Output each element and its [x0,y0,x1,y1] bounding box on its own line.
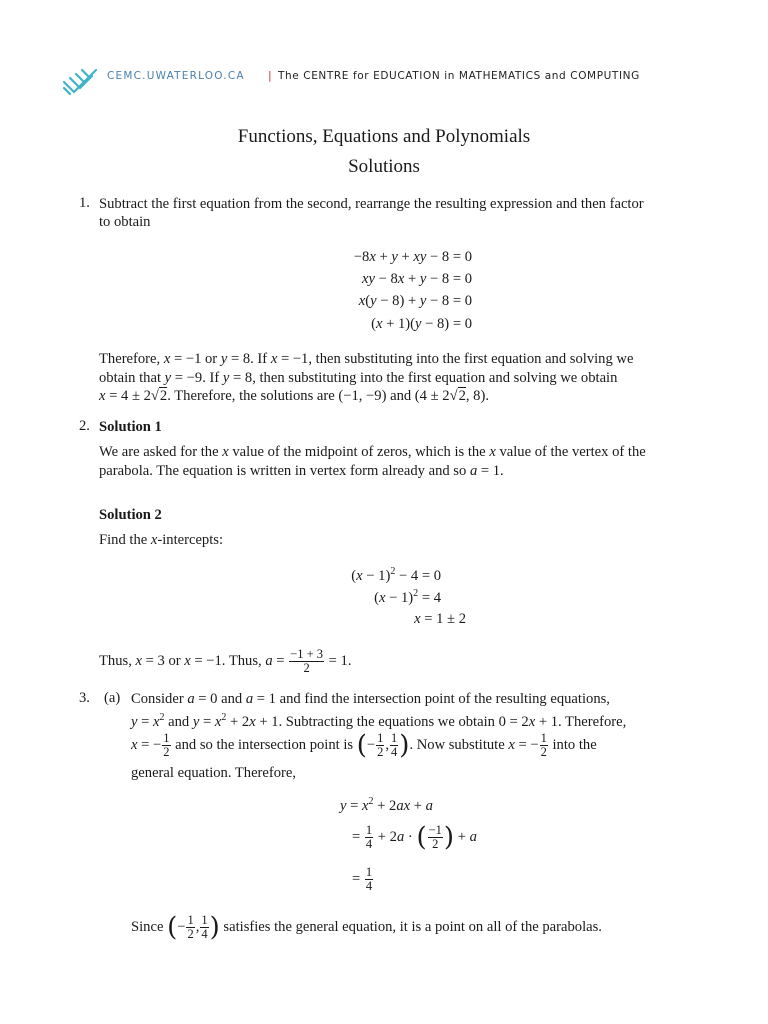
problem-3-part-a: (a) [104,690,121,706]
page-header [62,58,722,98]
p1-text-line2: to obtain [99,214,151,230]
organization-name: The CENTRE for EDUCATION in MATHEMATICS and COMPUTING [278,70,640,82]
p1-equation-1: −8x + y + xy − 8 = 0 [353,249,472,265]
p3-line3: x = − $\frac{1}{2}$ and so the intersection point is (− $\frac{1}{2}$ , $\frac{1}{4}$ ). Now substitute x = − $\frac{1}{2}$ into the [131,730,597,761]
document-title: Functions, Equations and Polynomials [237,126,531,147]
p3-equation-2: = $\frac{1}{4}$ + 2a · ( $\frac{-1}{2}$ ) + a [352,822,477,853]
p2-equation-2: $(x - 1)^2 = 4$ [374,588,441,606]
p1-equation-2: xy − 8x + y − 8 = 0 [362,271,472,287]
p2-sol1-line1: We are asked for the x value of the midpoint of zeros, which is the x value of the vertex of the [99,444,646,460]
p3-equation-1: $y = x^2 + 2ax + a$ [340,796,433,814]
p3-line2: $y = x^2$ and $y = x^2 + 2x + 1$. Subtracting the equations we obtain 0 = 2x + 1. Therefore, [131,712,627,730]
p2-thus-line: Thus, x = 3 or x = −1. Thus, a = $\frac{-1 + 3}{2}$ = 1. [99,647,352,676]
p1-conclusion-line2: obtain that y = −9. If y = 8, then substituting into the first equation and solving we obtain [99,370,618,386]
p2-solution2-heading: Solution 2 [99,507,162,523]
p2-equation-3: x = 1 ± 2 [414,611,466,627]
p1-conclusion-line3: x = 4 ± 2√2. Therefore, the solutions are (−1, −9) and (4 ± 2√2, 8). [99,388,489,404]
problem-3-number: 3. [79,690,90,706]
p3-line4: general equation. Therefore, [131,765,297,781]
p3-since-line: Since (− $\frac{1}{2}$ , $\frac{1}{4}$ ) satisfies the general equation, it is a point on all of the parabolas. [131,912,602,943]
header-separator: | [268,69,272,82]
p1-conclusion-line1: Therefore, x = −1 or y = 8. If x = −1, then substituting into the first equation and solving we [99,351,634,367]
document-subtitle: Solutions [348,156,420,177]
p3-line1: Consider a = 0 and a = 1 and find the intersection point of the resulting equations, [131,691,610,707]
problem-2-number: 2. [79,418,90,434]
problem-1-number: 1. [79,195,90,211]
p2-sol1-line2: parabola. The equation is written in vertex form already and so a = 1. [99,463,504,479]
p1-text-line1: Subtract the first equation from the second, rearrange the resulting expression and then factor [99,196,644,212]
p1-equation-3: x(y − 8) + y − 8 = 0 [358,293,472,309]
p1-equation-4: (x + 1)(y − 8) = 0 [371,316,472,332]
cemc-logo-icon [62,64,100,100]
p3-equation-3: = $\frac{1}{4}$ [352,865,373,894]
p2-sol2-line1: Find the x-intercepts: [99,532,224,548]
p2-equation-1: $(x - 1)^2 - 4 = 0$ [351,566,441,584]
p2-solution1-heading: Solution 1 [99,419,162,435]
site-link[interactable]: CEMC.UWATERLOO.CA [107,70,245,82]
